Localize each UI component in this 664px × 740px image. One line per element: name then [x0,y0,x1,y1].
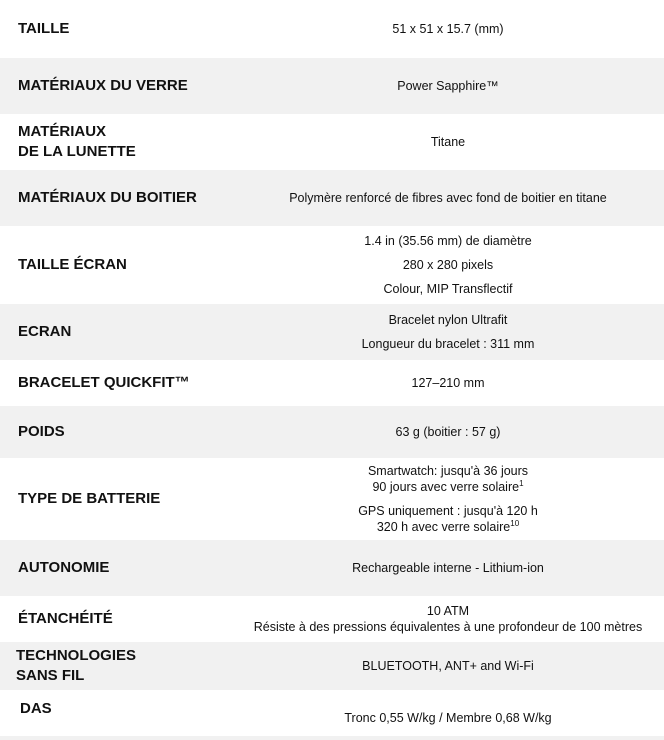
spec-label [18,304,248,360]
spec-label [18,114,248,170]
spec-value-line: 63 g (boitier : 57 g) [395,425,501,439]
spec-value [232,170,664,226]
spec-value-line: 10 ATM [426,604,470,618]
spec-label [18,360,248,406]
spec-value [232,114,664,170]
spec-label [18,406,248,458]
spec-label-line: POIDS [18,423,65,440]
spec-value [232,458,664,540]
spec-label [18,596,248,642]
spec-value-line: Longueur du bracelet : 311 mm [361,337,535,351]
spec-value-line: Résiste à des pressions équivalentes à une profondeur de 100 mètres [253,620,643,634]
spec-value [232,406,664,458]
spec-value-line: GPS uniquement : jusqu'à 120 h [358,504,538,518]
spec-value [232,304,664,360]
spec-label [18,0,248,58]
spec-row-screen [0,304,664,360]
spec-label-line: MATÉRIAUX DU BOITIER [18,189,197,206]
spec-row-autonomy [0,540,664,596]
spec-row-weight [0,406,664,458]
spec-label [18,226,248,304]
spec-value-line: Bracelet nylon Ultrafit [388,313,508,327]
spec-label-line: TYPE DE BATTERIE [18,490,161,507]
spec-value-text: 320 h avec verre solaire [376,520,511,534]
spec-label [16,642,246,690]
spec-row-screen-size [0,226,664,304]
spec-value-line: Power Sapphire™ [397,79,499,93]
spec-value-line: Colour, MIP Transflectif [383,282,513,296]
spec-value [232,58,664,114]
spec-row-bezel-material [0,114,664,170]
spec-value-line: 127–210 mm [411,376,485,390]
spec-value-line [372,479,523,495]
spec-row-battery-type [0,458,664,540]
spec-label [18,458,248,540]
spec-value-line: Polymère renforcé de fibres avec fond de boitier en titane [289,191,607,205]
spec-value [232,690,664,736]
bottom-band [0,736,664,740]
spec-row-water-resistance [0,596,664,642]
spec-label-line: MATÉRIAUX DU VERRE [18,77,188,94]
spec-row-glass-material [0,58,664,114]
footnote-marker: 1 [519,478,524,488]
spec-value [232,360,664,406]
spec-label [20,690,250,736]
spec-value-line [377,519,519,535]
spec-label-line: DAS [20,700,52,717]
spec-label [18,170,248,226]
spec-value-line: 1.4 in (35.56 mm) de diamètre [364,234,532,248]
spec-value-line: Rechargeable interne - Lithium-ion [352,561,544,575]
spec-value-line: Tronc 0,55 W/kg / Membre 0,68 W/kg [344,711,552,725]
spec-value [232,540,664,596]
spec-value [232,226,664,304]
spec-value-line: 280 x 280 pixels [402,258,494,272]
spec-row-quickfit-band [0,360,664,406]
spec-value [232,596,664,642]
spec-value [232,642,664,690]
spec-value-text: 90 jours avec verre solaire [372,480,520,494]
footnote-marker: 10 [510,518,520,528]
spec-row-size [0,0,664,58]
spec-label-line: TAILLE ÉCRAN [18,256,127,273]
spec-label-line: TECHNOLOGIES [16,647,137,664]
spec-label-line: ECRAN [18,323,72,340]
spec-label-line: DE LA LUNETTE [18,143,136,160]
spec-label-line: AUTONOMIE [18,559,110,576]
spec-value-line: 51 x 51 x 15.7 (mm) [392,22,504,36]
spec-label-line: SANS FIL [16,667,85,684]
spec-value-line: BLUETOOTH, ANT+ and Wi-Fi [362,659,534,673]
spec-value-line: Smartwatch: jusqu'à 36 jours [367,464,529,478]
spec-label-line: MATÉRIAUX [18,123,107,140]
spec-value-line: Titane [430,135,466,149]
spec-value [232,0,664,58]
spec-label [18,58,248,114]
spec-row-case-material [0,170,664,226]
spec-row-wireless [0,642,664,690]
spec-label-line: ÉTANCHÉITÉ [18,610,113,627]
spec-label-line: BRACELET QUICKFIT™ [18,374,190,391]
spec-row-sar [0,690,664,736]
spec-label [18,540,248,596]
spec-label-line: TAILLE [18,20,70,37]
